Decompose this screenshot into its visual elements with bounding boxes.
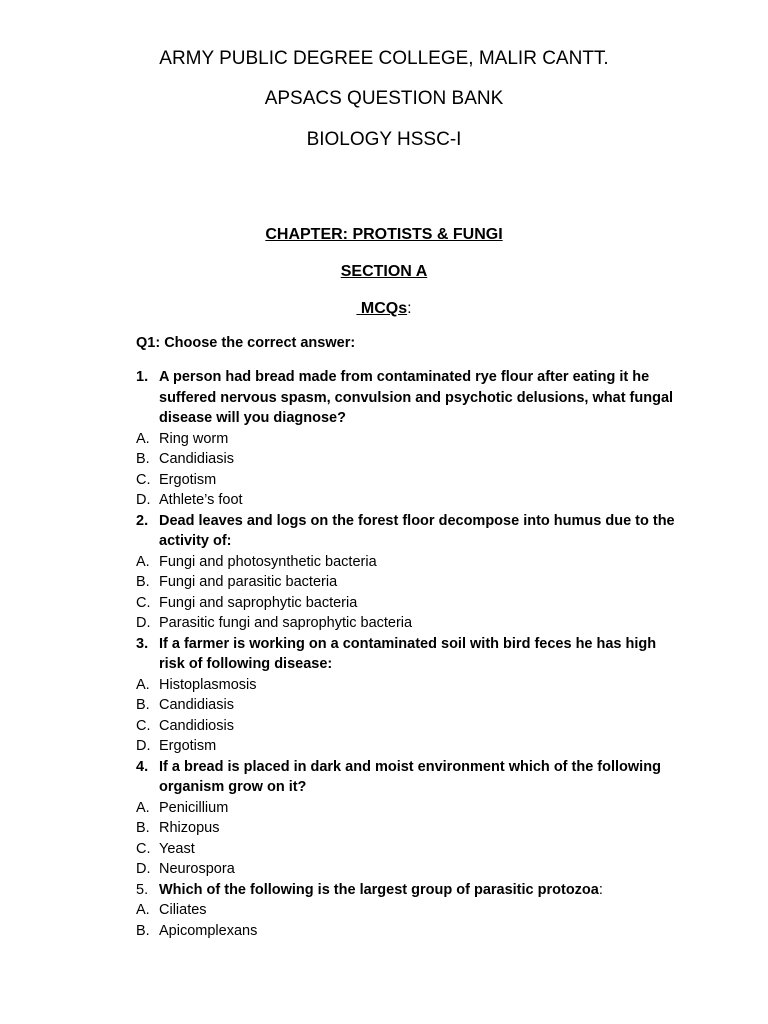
option-letter: D. <box>136 492 151 508</box>
question-number: 2. <box>136 512 149 529</box>
option-text: Candidiasis <box>159 697 234 713</box>
option-item <box>136 593 681 614</box>
question-bank-title: APSACS QUESTION BANK <box>264 88 504 109</box>
option-text: Yeast <box>159 840 195 857</box>
question-text <box>159 636 656 673</box>
option-item <box>136 859 681 880</box>
mcqs-colon: : <box>407 300 412 317</box>
option-letter: A. <box>136 902 150 918</box>
option-text: Fungi and saprophytic bacteria <box>159 594 358 611</box>
section-title-text: SECTION A <box>340 263 428 280</box>
option-item <box>136 449 681 470</box>
option-item <box>136 839 681 860</box>
question-item <box>136 634 681 675</box>
option-item <box>136 470 681 491</box>
option-item <box>136 695 681 716</box>
option-letter: C. <box>136 471 151 488</box>
option-item <box>136 716 681 737</box>
option-text: Fungi and photosynthetic bacteria <box>159 553 377 570</box>
question-item <box>136 757 681 798</box>
mcqs-heading <box>0 299 768 319</box>
question-number: 1. <box>136 369 149 385</box>
option-letter: B. <box>136 574 150 590</box>
option-text: Penicillium <box>159 799 229 816</box>
option-letter: D. <box>136 861 151 877</box>
option-text: Ergotism <box>159 738 217 754</box>
question-list <box>136 367 681 941</box>
option-letter: B. <box>136 451 150 467</box>
option-item <box>136 552 681 573</box>
question-text-trail: : <box>598 881 603 898</box>
option-letter: D. <box>136 738 151 754</box>
question-number: 5. <box>136 881 149 898</box>
question-text <box>159 513 675 550</box>
question-text-body: If a farmer is working on a contaminated soil with bird feces he has high risk of following disease: <box>159 635 657 672</box>
question-number: 4. <box>136 758 149 775</box>
mcqs-label-text: MCQs <box>360 300 408 317</box>
question-text-body: Dead leaves and logs on the forest floor decompose into humus due to the activity of: <box>159 512 675 549</box>
chapter-title <box>0 225 768 245</box>
option-item <box>136 675 681 696</box>
chapter-title-text: CHAPTER: PROTISTS & FUNGI <box>265 226 503 243</box>
question-instruction: Q1: Choose the correct answer: <box>136 335 356 351</box>
option-text: Neurospora <box>159 861 235 877</box>
option-letter: A. <box>136 553 150 570</box>
question-text-body: Which of the following is the largest group of parasitic protozoa <box>159 881 599 898</box>
question-item <box>136 367 681 429</box>
option-item <box>136 818 681 839</box>
option-letter: A. <box>136 676 150 693</box>
option-item <box>136 429 681 450</box>
option-text: Ciliates <box>159 902 207 918</box>
option-text: Candidiasis <box>159 451 234 467</box>
option-item <box>136 736 681 757</box>
question-text-body: A person had bread made from contaminated rye flour after eating it he suffered nervous spasm, convulsion and psychotic delusions, what fungal disease will you diagnose? <box>159 369 674 426</box>
option-letter: C. <box>136 717 151 734</box>
option-letter: A. <box>136 799 150 816</box>
option-item <box>136 613 681 634</box>
subject-title: BIOLOGY HSSC-I <box>306 129 462 150</box>
section-title <box>0 262 768 282</box>
option-text: Ergotism <box>159 471 217 488</box>
option-letter: C. <box>136 840 151 857</box>
option-letter: B. <box>136 697 150 713</box>
option-letter: B. <box>136 922 150 939</box>
option-text: Candidiosis <box>159 717 234 734</box>
question-text <box>159 369 673 426</box>
option-text: Rhizopus <box>159 820 220 836</box>
question-item <box>136 880 681 901</box>
option-item <box>136 572 681 593</box>
option-item <box>136 900 681 921</box>
option-letter: A. <box>136 430 150 447</box>
option-text: Apicomplexans <box>159 922 258 939</box>
option-item <box>136 490 681 511</box>
question-number: 3. <box>136 635 149 652</box>
option-letter: D. <box>136 615 151 631</box>
option-item <box>136 798 681 819</box>
option-letter: C. <box>136 594 151 611</box>
option-text: Histoplasmosis <box>159 676 257 693</box>
college-name: ARMY PUBLIC DEGREE COLLEGE, MALIR CANTT. <box>159 48 609 69</box>
option-item <box>136 921 681 942</box>
question-text <box>159 882 603 898</box>
option-text: Parasitic fungi and saprophytic bacteria <box>159 615 413 631</box>
question-text <box>159 759 661 796</box>
question-text-body: If a bread is placed in dark and moist environment which of the following organism grow on it? <box>159 758 661 795</box>
option-text: Fungi and parasitic bacteria <box>159 574 338 590</box>
option-text: Athlete’s foot <box>159 492 243 508</box>
mcqs-label <box>356 300 407 317</box>
option-letter: B. <box>136 820 150 836</box>
question-item <box>136 511 681 552</box>
option-text: Ring worm <box>159 430 229 447</box>
